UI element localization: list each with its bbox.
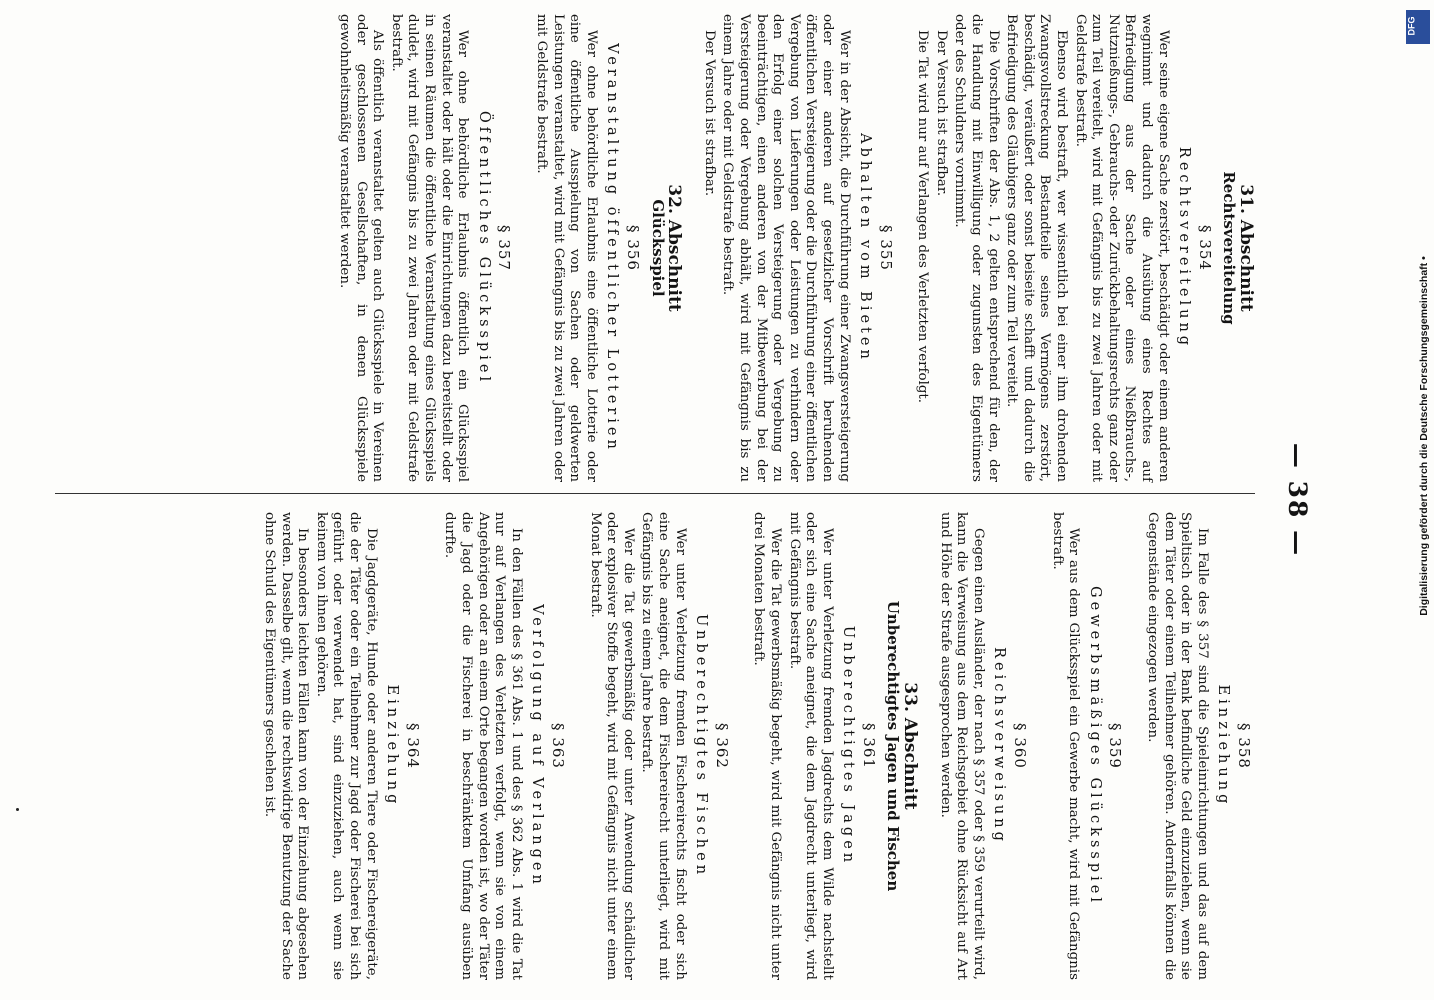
page-header	[1270, 0, 1390, 1000]
section-title-33: Unberechtigtes Jagen und Fischen	[884, 600, 903, 892]
paragraph-text: Der Versuch ist strafbar.	[933, 30, 949, 197]
paragraph-text: Die Tat wird nur auf Verlangen des Verletzten verfolgt.	[915, 30, 931, 404]
paragraph-text: Wer die Tat gewerbsmäßig begeht, wird mit Gefängnis nicht unter drei Monaten bestraft.	[751, 512, 783, 980]
paragraph-number-354: § 354	[1195, 225, 1214, 271]
paragraph-text: Der Versuch ist strafbar.	[701, 30, 717, 197]
paragraph-text: Wer aus dem Glücksspiel ein Gewerbe macht, wird mit Gefängnis bestraft.	[1049, 512, 1082, 980]
paragraph-text: Wer die Tat gewerbsmäßig oder unter Anwendung schädlicher oder explosiver Stoffe begeht, wird mit Gefängnis nicht unter einem Monat bestraft.	[587, 512, 636, 980]
paragraph-number-356: § 356	[624, 225, 642, 271]
paragraph-text: Wer unter Verletzung fremden Fischereirechts fischt oder sich eine Sache aneignet, die dem Fischereirecht unterliegt, wird mit Gefängnis bis zu einem Jahre bestraft.	[639, 512, 688, 980]
rotated-page	[10, 0, 1390, 1000]
paragraph-title-361: Unberechtigtes Jagen	[840, 625, 857, 867]
paragraph-text: Die Jagdgeräte, Hunde oder anderen Tiere oder Fischereigeräte, die der Täter oder ein Teilnehmer zur Jagd oder Fischerei bei sich geführt oder verwendet hat, sind einzuziehen, auch wenn sie keinem von ihnen gehören.	[313, 512, 379, 980]
paragraph-text: Gegen einen Ausländer, der nach § 357 oder § 359 verurteilt wird, kann die Verweisung aus dem Reichsgebiet ohne Rücksicht auf Art und Höhe der Strafe ausgesprochen werden.	[937, 512, 986, 980]
paragraph-title-362: Unberechtigtes Fischen	[693, 613, 710, 879]
section-title-32: Glücksspiel	[648, 199, 667, 297]
paragraph-title-355: Abhalten vom Bieten	[857, 133, 874, 363]
digitization-credit: Digitalisierung gefördert durch die Deutsche Forschungsgemeinschaft •	[1418, 256, 1430, 616]
digitization-strip	[1404, 0, 1434, 1000]
paragraph-text: Wer unter Verletzung fremden Jagdrechts dem Wilde nachstellt oder sich eine Sache aneignet, die dem Jagdrecht unterliegt, wird mit Gefängnis bestraft.	[786, 512, 835, 980]
paragraph-text: Im Falle des § 357 sind die Spieleinrichtungen und das auf dem Spieltisch oder in der Bank befindliche Geld einzuziehen, wenn sie dem Täter oder einem Teilnehmer gehören. Andernfalls können die Gegenstände eingezogen werden.	[1145, 512, 1210, 980]
paragraph-text: Ebenso wird bestraft, wer wissentlich bei einer ihm drohenden Zwangsvollstreckung Bestandteile seines Vermögens zerstört, beschädigt, veräußert oder sonst beiseite schafft und dadurch die Befriedigung des Gläubigers ganz oder zum Teil vereitelt.	[1004, 14, 1070, 482]
paragraph-text: Als öffentlich veranstaltet gelten auch Glücksspiele in Vereinen oder geschlossenen Gesellschaften, in denen Glücksspiele gewohnheitsmäßig veranstaltet werden.	[337, 14, 386, 482]
paragraph-title-364: Einziehung	[384, 684, 401, 808]
paragraph-title-363: Verfolgung auf Verlangen	[529, 604, 546, 888]
section-number-31: 31. Abschnitt	[1236, 184, 1256, 312]
paragraph-number-361: § 361	[859, 723, 878, 769]
section-number-32: 32. Abschnitt	[664, 184, 685, 312]
paragraph-text: Die Vorschriften der Abs. 1, 2 gelten entsprechend für den, der die Handlung mit Einwilligung oder zugunsten des Eigentümers oder des Schuldners vornimmt.	[952, 14, 1001, 482]
dfg-logo-icon	[1406, 10, 1430, 44]
paragraph-text: Wer seine eigene Sache zerstört, beschädigt oder einem anderen wegnimmt und dadurch die Ausübung eines Rechtes auf Befriedigung aus der Sache oder eines Nießbrauchs-, Nutznießungs-, Gebrauchs- oder Zurückbehaltungsrechts ganz oder zum Teil vereitelt, wird mit Gefängnis bis zu zwei Jahren oder mit Geldstrafe bestraft.	[1072, 14, 1171, 482]
section-title-31: Rechtsvereitelung	[1220, 171, 1239, 325]
section-number-33: 33. Abschnitt	[900, 682, 921, 810]
left-column	[334, 14, 1261, 482]
paragraph-title-359: Gewerbsmäßiges Glücksspiel	[1086, 586, 1103, 906]
column-divider	[55, 493, 1255, 494]
paragraph-text: Wer ohne behördliche Erlaubnis öffentlich ein Glücksspiel veranstaltet oder hält oder die Einrichtungen dazu bereitstellt oder in seinen Räumen die öffentliche Veranstaltung eines Glücksspiels duldet, wird mit Gefängnis bis zu zwei Jahren oder mit Geldstrafe bestraft.	[388, 14, 471, 482]
paragraph-number-364: § 364	[403, 723, 422, 769]
page-number: — 38 —	[1283, 442, 1312, 558]
right-column	[259, 512, 1261, 980]
paragraph-text: In besonders leichten Fällen kann von der Einziehung abgesehen werden. Dasselbe gilt, wenn die rechtswidrige Benutzung der Sache ohne Schuld des Eigentümers geschehen ist.	[262, 512, 311, 980]
paragraph-number-360: § 360	[1011, 723, 1030, 769]
paragraph-title-360: Reichsverweisung	[991, 647, 1008, 845]
paragraph-title-354: Rechtsvereitelung	[1176, 146, 1193, 350]
paragraph-text: Wer ohne behördliche Erlaubnis eine öffentliche Lotterie oder eine öffentliche Ausspielung von Sachen oder geldwerten Leistungen veranstaltet, wird mit Gefängnis bis zu zwei Jahren oder mit Geldstrafe bestraft.	[534, 14, 599, 482]
dfg-logo-text: DFG	[1406, 16, 1417, 36]
paragraph-number-363: § 363	[549, 723, 567, 769]
paragraph-title-358: Einziehung	[1215, 684, 1232, 808]
paragraph-title-357: Öffentliches Glücksspiel	[475, 110, 492, 386]
paragraph-number-355: § 355	[876, 225, 895, 271]
paragraph-number-357: § 357	[495, 225, 514, 271]
paragraph-number-358: § 358	[1235, 723, 1253, 769]
paragraph-text: In den Fällen des § 361 Abs. 1 und des § 362 Abs. 1 wird die Tat nur auf Verlangen des Verletzten verfolgt, wenn sie von einem Angehörigen oder an einem Orte begangen worden ist, wo der Täter die Jagd oder die Fischerei in beschränktem Umfang ausüben durfte.	[442, 512, 524, 980]
paragraph-text: Wer in der Absicht, die Durchführung einer Zwangsversteigerung oder einer anderen auf gesetzlicher Vorschrift beruhenden öffentlichen Versteigerung oder die Durchführung einer öffentlichen Vergebung von Lieferungen oder Leistungen zu verhindern oder den Erfolg einer solchen Versteigerung oder Vergebung zu beeinträchtigen, einen anderen von der Mitbewerbung bei der Versteigerung oder Vergebung abhält, wird mit Gefängnis bis zu einem Jahre oder mit Geldstrafe bestraft.	[720, 14, 852, 482]
scan-speck	[16, 808, 19, 811]
paragraph-number-359: § 359	[1106, 723, 1125, 769]
paragraph-number-362: § 362	[712, 723, 731, 769]
paragraph-title-356: Veranstaltung öffentlicher Lotterien	[604, 43, 621, 453]
